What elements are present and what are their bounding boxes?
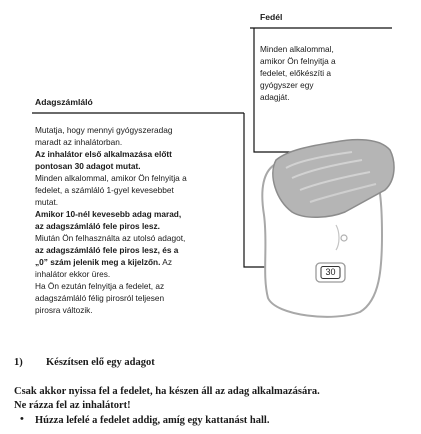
step-instruction-no-shake: Ne rázza fel az inhalátort! xyxy=(14,400,131,411)
fedel-description xyxy=(260,43,336,103)
fedel-line: gyógyszer egy xyxy=(260,80,314,90)
counter-line xyxy=(35,256,187,268)
counter-line: Amikor 10-nél kevesebb adag marad, xyxy=(35,209,182,219)
counter-line: inhalátor ekkor üres. xyxy=(35,269,111,279)
step-bullet-text: Húzza lefelé a fedelet addig, amíg egy kattanást hall. xyxy=(35,415,270,426)
counter-line: az adagszámláló fele piros lesz. xyxy=(35,221,160,231)
counter-line-bold: „0” szám jelenik meg a kijelzőn. xyxy=(35,257,161,267)
step-title: Készítsen elő egy adagot xyxy=(46,357,155,368)
bullet-icon: • xyxy=(20,413,24,425)
counter-line: pirosra változik. xyxy=(35,305,93,315)
fedel-heading: Fedél xyxy=(260,12,283,22)
step-instruction-open: Csak akkor nyissa fel a fedelet, ha készen áll az adag alkalmazására. xyxy=(14,386,320,397)
fedel-line: Minden alkalommal, xyxy=(260,44,334,54)
counter-line: Ha Ön ezután felnyitja a fedelet, az xyxy=(35,281,165,291)
counter-line: az adagszámláló fele piros lesz, és a xyxy=(35,245,179,255)
fedel-line: fedelet, előkészíti a xyxy=(260,68,332,78)
counter-heading: Adagszámláló xyxy=(35,97,93,107)
counter-line: Minden alkalommal, amikor Ön felnyitja a xyxy=(35,173,187,183)
counter-display-value: 30 xyxy=(325,267,336,277)
counter-line: Mutatja, hogy mennyi gyógyszeradag xyxy=(35,125,173,135)
counter-line: maradt az inhalátorban. xyxy=(35,137,123,147)
counter-line: adagszámláló félig pirosról teljesen xyxy=(35,293,165,303)
step-number: 1) xyxy=(14,357,23,368)
counter-line-regular: Az xyxy=(160,257,172,267)
counter-line: fedelet, a számláló 1-gyel kevesebbet xyxy=(35,185,174,195)
counter-description xyxy=(35,124,187,316)
counter-line: Miután Ön felhasználta az utolsó adagot, xyxy=(35,233,186,243)
counter-line: pontosan 30 adagot mutat. xyxy=(35,161,141,171)
counter-line: mutat. xyxy=(35,197,59,207)
counter-line: Az inhalátor első alkalmazása előtt xyxy=(35,149,172,159)
fedel-line: adagját. xyxy=(260,92,290,102)
fedel-line: amikor Ön felnyitja a xyxy=(260,56,336,66)
